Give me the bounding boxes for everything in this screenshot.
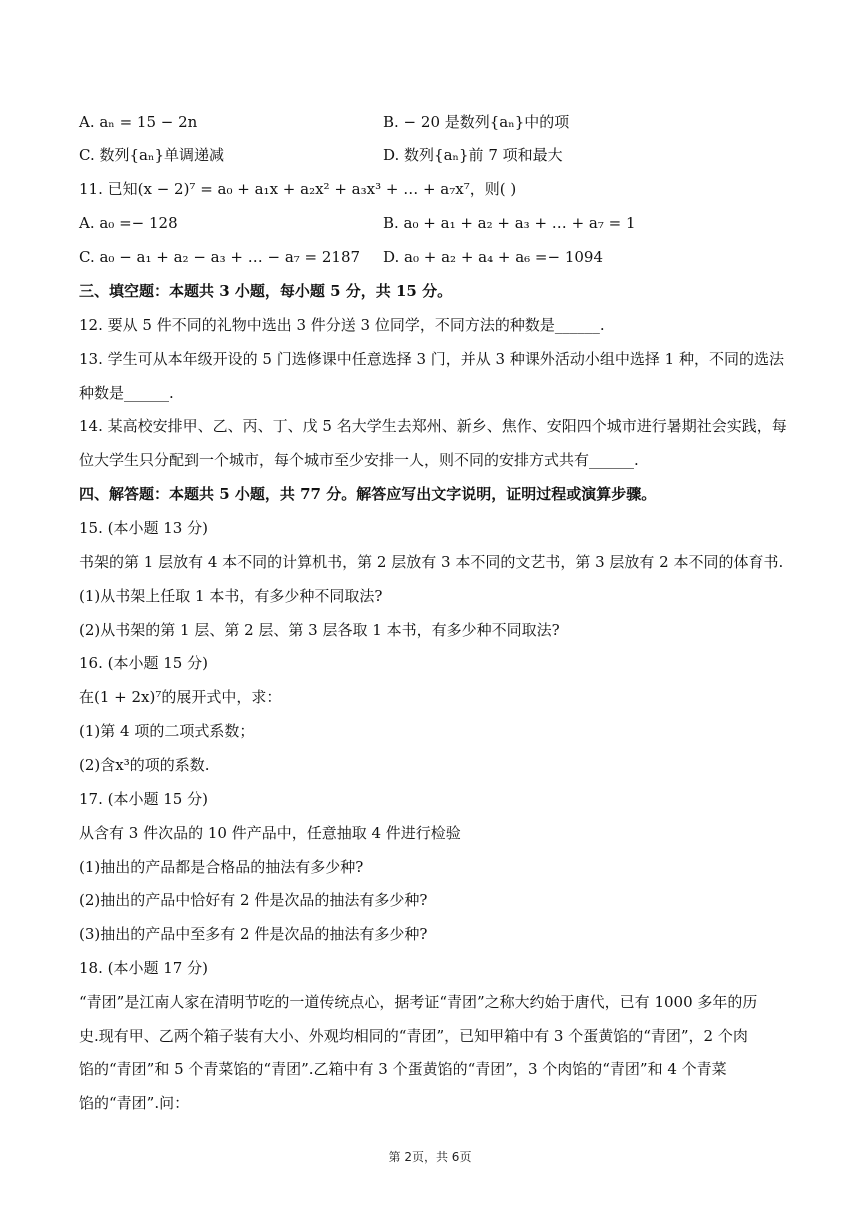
question-18-header: 18. (本小题 17 分): [79, 959, 208, 977]
question-16-part-1: (1)第 4 项的二项式系数；: [79, 722, 255, 740]
question-17-stem: 从含有 3 件次品的 10 件产品中，任意抽取 4 件进行检验: [79, 824, 461, 842]
section-3-heading: 三、填空题：本题共 3 小题，每小题 5 分，共 15 分。: [79, 282, 453, 300]
question-12: 12. 要从 5 件不同的礼物中选出 3 件分送 3 位同学，不同方法的种数是______.: [79, 316, 605, 334]
question-16-part-2: (2)含x³的项的系数.: [79, 756, 210, 774]
q11-option-d: D. a₀ + a₂ + a₄ + a₆ =− 1094: [383, 248, 604, 266]
q11-option-c: C. a₀ − a₁ + a₂ − a₃ + … − a₇ = 2187: [79, 248, 361, 266]
question-17-part-3: (3)抽出的产品中至多有 2 件是次品的抽法有多少种?: [79, 925, 428, 943]
question-16-stem: 在(1 + 2x)⁷的展开式中，求：: [79, 688, 282, 706]
question-15-header: 15. (本小题 13 分): [79, 519, 208, 537]
q10-option-d: D. 数列{aₙ}前 7 项和最大: [383, 146, 563, 164]
question-18-stem-line2: 史.现有甲、乙两个箱子装有大小、外观均相同的“青团”，已知甲箱中有 3 个蛋黄馅的“青团”，2 个肉: [79, 1027, 748, 1045]
page-footer: 第 2页，共 6页: [388, 1150, 472, 1164]
question-11: 11. 已知(x − 2)⁷ = a₀ + a₁x + a₂x² + a₃x³ + … + a₇x⁷，则( ): [79, 180, 517, 198]
q10-option-b: B. − 20 是数列{aₙ}中的项: [383, 113, 570, 131]
question-15-part-2: (2)从书架的第 1 层、第 2 层、第 3 层各取 1 本书，有多少种不同取法?: [79, 621, 560, 639]
question-14-line2: 位大学生只分配到一个城市，每个城市至少安排一人，则不同的安排方式共有______.: [79, 451, 639, 469]
question-13-line2: 种数是______.: [79, 384, 174, 402]
question-15-stem: 书架的第 1 层放有 4 本不同的计算机书，第 2 层放有 3 本不同的文艺书，第 3 层放有 2 本不同的体育书.: [79, 553, 784, 571]
question-18-stem-line1: “青团”是江南人家在清明节吃的一道传统点心，据考证“青团”之称大约始于唐代，已有 1000 多年的历: [79, 993, 758, 1011]
q11-option-a: A. a₀ =− 128: [79, 214, 178, 232]
question-17-part-1: (1)抽出的产品都是合格品的抽法有多少种?: [79, 858, 364, 876]
question-17-part-2: (2)抽出的产品中恰好有 2 件是次品的抽法有多少种?: [79, 891, 428, 909]
question-14-line1: 14. 某高校安排甲、乙、丙、丁、戊 5 名大学生去郑州、新乡、焦作、安阳四个城市进行暑期社会实践，每: [79, 417, 787, 435]
q10-option-a: A. aₙ = 15 − 2n: [79, 113, 198, 131]
question-18-stem-line4: 馅的“青团”.问：: [79, 1094, 190, 1112]
question-17-header: 17. (本小题 15 分): [79, 790, 208, 808]
section-4-heading: 四、解答题：本题共 5 小题，共 77 分。解答应写出文字说明，证明过程或演算步骤。: [79, 485, 657, 503]
question-15-part-1: (1)从书架上任取 1 本书，有多少种不同取法?: [79, 587, 383, 605]
q10-option-c: C. 数列{aₙ}单调递减: [79, 146, 224, 164]
question-16-header: 16. (本小题 15 分): [79, 654, 208, 672]
q11-option-b: B. a₀ + a₁ + a₂ + a₃ + … + a₇ = 1: [383, 214, 636, 232]
question-13-line1: 13. 学生可从本年级开设的 5 门选修课中任意选择 3 门，并从 3 种课外活动小组中选择 1 种，不同的选法: [79, 350, 784, 368]
question-18-stem-line3: 馅的“青团”和 5 个青菜馅的“青团”.乙箱中有 3 个蛋黄馅的“青团”，3 个肉馅的“青团”和 4 个青菜: [79, 1060, 727, 1078]
